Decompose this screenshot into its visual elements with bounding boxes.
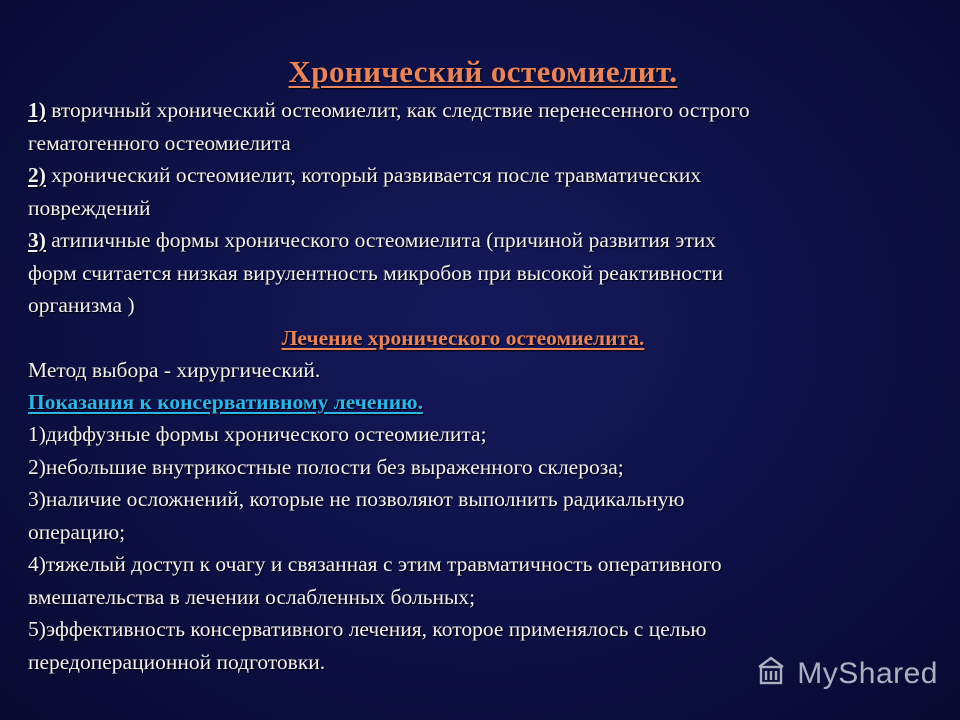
indication-1 [28,418,938,451]
method-line: Метод выбора - хирургический. [28,357,321,382]
item-2 [28,159,938,224]
item-2-number: 2) [28,163,46,187]
treatment-title: Лечение хронического остеомиелита. [281,325,645,350]
item-1-text-1: вторичный хронический остеомиелит, как следствие перенесенного острого [45,98,750,122]
item-3-line-3: организма ) [28,293,135,317]
indication-2 [28,451,938,484]
indication-3-line-1: 3)наличие осложнений, которые не позволяют выполнить радикальную [28,487,685,511]
item-2-line-1 [28,159,938,192]
item-3-line-1 [28,224,938,257]
myshared-logo-text: MyShared [797,656,938,690]
item-1 [28,94,938,159]
indication-2-line-1: 2)небольшие внутрикостные полости без выраженного склероза; [28,454,624,479]
indication-4-line-1: 4)тяжелый доступ к очагу и связанная с этим травматичность оперативного [28,552,722,576]
slide-title: Хронический остеомиелит. [288,54,678,89]
item-1-line-1 [28,94,938,127]
indication-1-line-1: 1)диффузные формы хронического остеомиелита; [28,422,487,446]
indication-5-line-2: передоперационной подготовки. [28,649,326,674]
indication-3-line-2: операцию; [28,519,126,544]
item-3-number: 3) [28,228,46,252]
item-2-line-2: повреждений [28,195,151,220]
item-3-line-2: форм считается низкая вирулентность микробов при высокой реактивности [28,260,724,285]
item-3 [28,224,938,322]
indication-4 [28,548,938,613]
slide-content [28,52,938,678]
indications-title: Показания к консервативному лечению. [28,390,423,414]
indication-4-line-2: вмешательства в лечении ослабленных больных; [28,584,476,609]
item-1-line-2: гематогенного остеомиелита [28,130,291,155]
item-1-number: 1) [28,98,46,122]
myshared-watermark [753,653,938,694]
myshared-logo-icon [753,653,789,694]
item-3-text-1: атипичные формы хронического остеомиелита (причиной развития этих [45,228,717,252]
indication-5-line-1: 5)эффективность консервативного лечения, которое применялось с целью [28,617,707,641]
item-2-text-1: хронический остеомиелит, который развивается после травматических [45,163,702,187]
indication-3 [28,483,938,548]
